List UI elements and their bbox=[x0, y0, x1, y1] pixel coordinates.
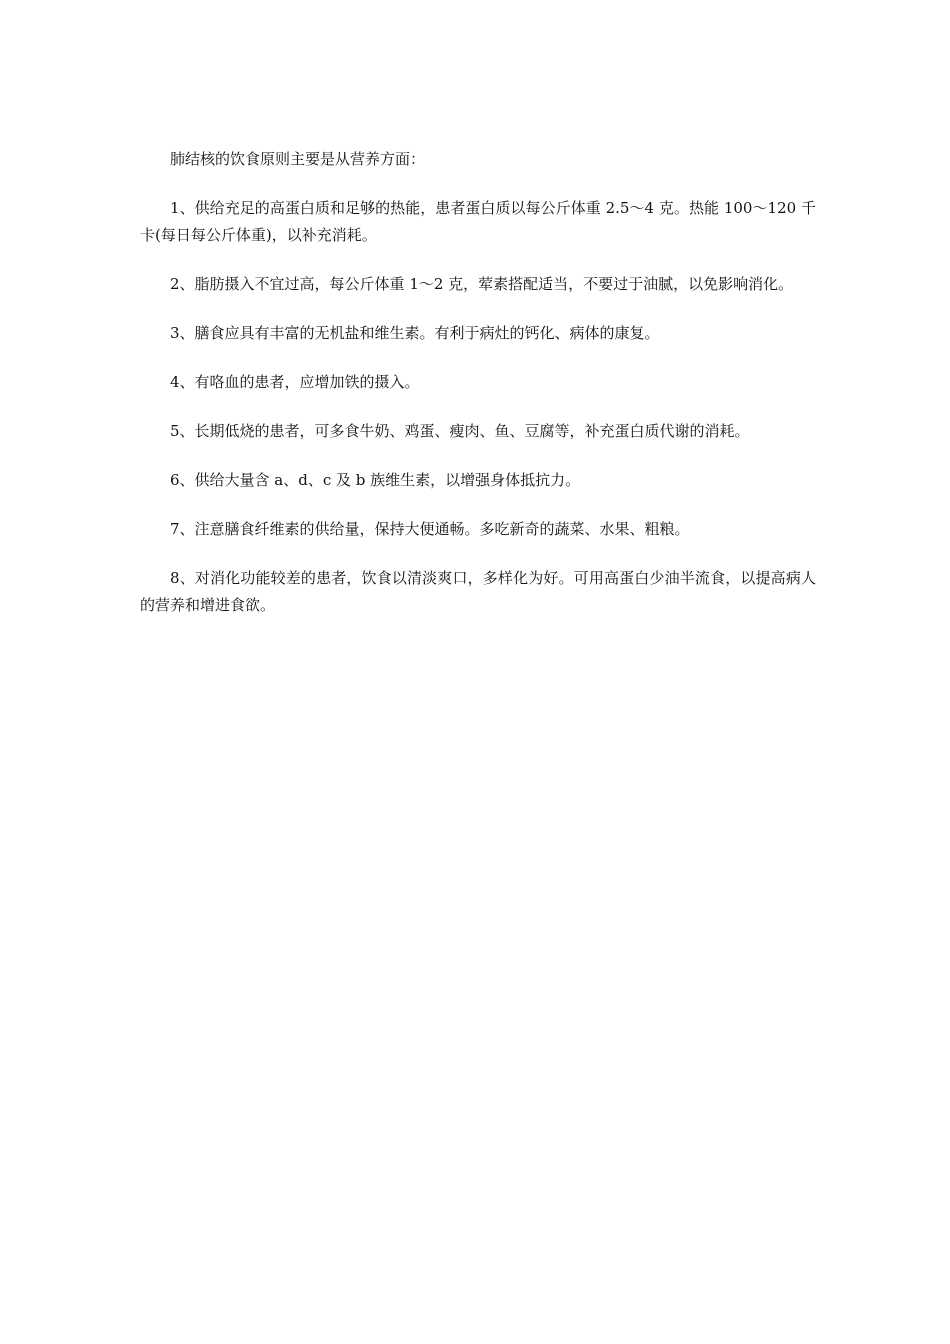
list-item-6: 6、供给大量含 a、d、c 及 b 族维生素，以增强身体抵抗力。 bbox=[170, 471, 581, 489]
list-item-4: 4、有咯血的患者，应增加铁的摄入。 bbox=[170, 373, 420, 391]
list-item-1: 1、供给充足的高蛋白质和足够的热能，患者蛋白质以每公斤体重 2.5～4 克。热能 100～120 千卡(每日每公斤体重)，以补充消耗。 bbox=[140, 199, 816, 244]
document-body bbox=[140, 146, 816, 641]
list-item-7: 7、注意膳食纤维素的供给量，保持大便通畅。多吃新奇的蔬菜、水果、粗粮。 bbox=[170, 520, 690, 538]
list-item-8: 8、对消化功能较差的患者，饮食以清淡爽口，多样化为好。可用高蛋白少油半流食，以提高病人的营养和增进食欲。 bbox=[140, 569, 816, 614]
list-item-5: 5、长期低烧的患者，可多食牛奶、鸡蛋、瘦肉、鱼、豆腐等，补充蛋白质代谢的消耗。 bbox=[170, 422, 750, 440]
list-item-3: 3、膳食应具有丰富的无机盐和维生素。有利于病灶的钙化、病体的康复。 bbox=[170, 324, 660, 342]
list-item-2: 2、脂肪摄入不宜过高，每公斤体重 1～2 克，荤素搭配适当，不要过于油腻，以免影响消化。 bbox=[170, 275, 794, 293]
intro-paragraph: 肺结核的饮食原则主要是从营养方面： bbox=[170, 150, 426, 168]
